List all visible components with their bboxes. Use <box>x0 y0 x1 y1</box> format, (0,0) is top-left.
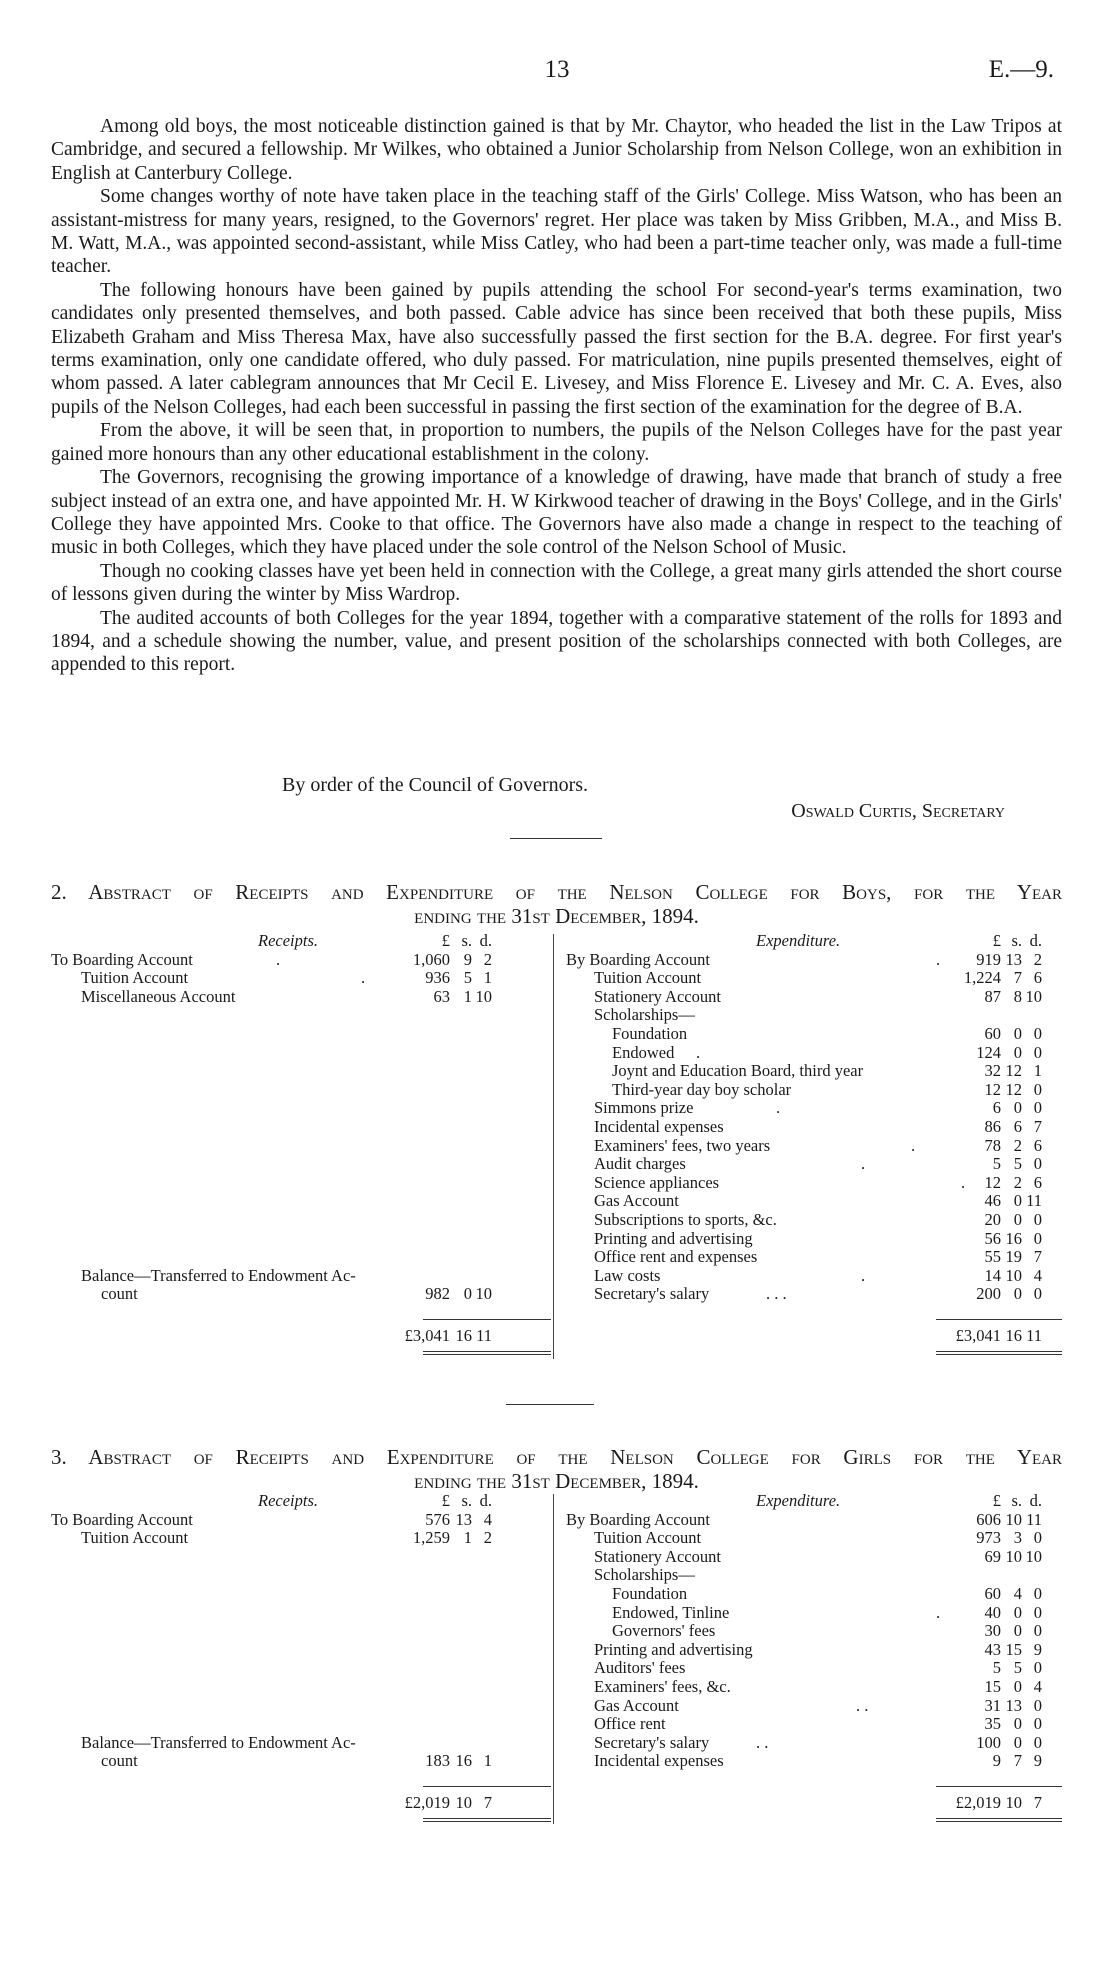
leader-dots: . . <box>756 1732 769 1752</box>
leader-dots: . . <box>856 1695 869 1715</box>
expenditure-amount-pounds: 32 <box>984 1061 1001 1081</box>
expenditure-amount-pence: 0 <box>1033 1528 1042 1548</box>
expenditure-amount-shillings: 0 <box>1013 1042 1022 1062</box>
receipts-total-pence: 11 <box>476 1325 492 1345</box>
expenditure-label: Secretary's salary <box>594 1284 710 1304</box>
leader-dots: . <box>861 1154 866 1174</box>
balance-label-cont: count <box>101 1751 138 1771</box>
expenditure-amount-pounds: 6 <box>992 1098 1001 1118</box>
expenditure-amount-shillings: 16 <box>1005 1228 1022 1248</box>
page-number: 13 <box>544 56 570 83</box>
expenditure-amount-shillings: 0 <box>1013 1024 1022 1043</box>
boys-table-title <box>51 880 1062 928</box>
expenditure-amount-shillings: 13 <box>1005 1695 1022 1715</box>
expenditure-amount-shillings: 15 <box>1005 1639 1022 1659</box>
expenditure-amount-pence: 10 <box>1025 1546 1042 1566</box>
leader-dots: . <box>936 949 941 969</box>
expenditure-label: Scholarships— <box>594 1565 695 1585</box>
leader-dots: . <box>776 1098 781 1118</box>
paragraph: The audited accounts of both Colleges for the year 1894, together with a comparative statement of the rolls for 1893 and 1894, and a schedule showing the number, value, and present position of the scholarships connected with both Colleges, are appended to this report. <box>51 607 1062 676</box>
expenditure-currency-heading-pence: d. <box>1029 931 1042 950</box>
expenditure-label: Joynt and Education Board, third year <box>612 1061 864 1081</box>
paragraph: The following honours have been gained by pupils attending the school For second-year's terms examination, two candidates only presented themselves, and both passed. Cable advice has since been received that both these pupils, Miss Elizabeth Graham and Miss Theresa Max, have also successfully passed the first section for the B.A. degree. For first year's terms examination, only one candidate offered, who duly passed. For matriculation, nine pupils presented themselves, eight of whom passed. A later cablegram announces that Mr Cecil E. Livesey, and Miss Florence E. Livesey and Mr. C. A. Eves, also pupils of the Nelson Colleges, had each been successful in passing the first section of the examination for the degree of B.A. <box>51 279 1062 418</box>
expenditure-amount-pence: 11 <box>1026 1191 1042 1211</box>
expenditure-total-pounds: £2,019 <box>955 1792 1001 1812</box>
receipt-amount-shillings: 1 <box>463 1528 472 1548</box>
receipts-double-rule <box>423 1821 551 1822</box>
paragraph: Among old boys, the most noticeable distinction gained is that by Mr. Chaytor, who headed the list in the Law Tripos at Cambridge, and secured a fellowship. Mr Wilkes, who obtained a Junior Scholarship from Nelson College, won an exhibition in English at Canterbury College. <box>51 116 1062 184</box>
expenditure-amount-pounds: 43 <box>984 1639 1001 1659</box>
expenditure-amount-shillings: 7 <box>1013 1751 1022 1771</box>
expenditure-amount-pence: 0 <box>1033 1024 1042 1043</box>
balance-label: Balance—Transferred to Endowment Ac- <box>81 1732 356 1752</box>
order-line: By order of the Council of Governors. <box>282 774 589 796</box>
boys-title-line2: ending the 31st December, 1894. <box>414 904 699 928</box>
expenditure-amount-shillings: 2 <box>1013 1135 1022 1155</box>
expenditure-amount-pounds: 14 <box>984 1265 1001 1285</box>
expenditure-amount-pounds: 12 <box>984 1079 1001 1099</box>
receipts-currency-heading-pence: d. <box>479 1491 492 1510</box>
expenditure-amount-shillings: 0 <box>1013 1098 1022 1118</box>
expenditure-double-rule <box>936 1818 1062 1819</box>
expenditure-amount-pence: 0 <box>1033 1042 1042 1062</box>
expenditure-amount-pounds: 46 <box>984 1191 1001 1211</box>
expenditure-total-pence: 11 <box>1026 1325 1042 1345</box>
expenditure-amount-pounds: 9 <box>992 1751 1001 1771</box>
expenditure-label: Printing and advertising <box>594 1639 753 1659</box>
receipts-total-pounds: £3,041 <box>404 1325 450 1345</box>
balance-label-cont: count <box>101 1284 138 1304</box>
expenditure-label: Examiners' fees, &c. <box>594 1677 731 1696</box>
signature: Oswald Curtis, Secretary <box>791 800 1005 822</box>
receipt-label: Miscellaneous Account <box>81 986 236 1006</box>
expenditure-double-rule <box>936 1351 1062 1352</box>
expenditure-label: Stationery Account <box>594 986 721 1006</box>
balance-label: Balance—Transferred to Endowment Ac- <box>81 1265 356 1285</box>
receipt-amount-pounds: 576 <box>425 1509 450 1529</box>
receipts-double-rule <box>423 1354 551 1355</box>
expenditure-amount-shillings: 6 <box>1013 1117 1022 1136</box>
balance-amount-pounds: 183 <box>425 1751 450 1771</box>
expenditure-label: Endowed <box>612 1042 675 1062</box>
receipt-amount-pounds: 1,259 <box>412 1528 450 1548</box>
expenditure-amount-pounds: 60 <box>984 1024 1001 1043</box>
expenditure-amount-pence: 4 <box>1033 1265 1042 1285</box>
expenditure-label: Foundation <box>612 1024 688 1043</box>
receipts-total-rule <box>423 1319 551 1320</box>
expenditure-amount-pounds: 40 <box>984 1602 1001 1622</box>
expenditure-amount-pence: 0 <box>1033 1098 1042 1118</box>
expenditure-amount-pounds: 78 <box>984 1135 1001 1155</box>
receipt-amount-pence: 1 <box>483 968 492 988</box>
receipt-amount-shillings: 1 <box>463 986 472 1006</box>
expenditure-heading: Expenditure. <box>756 931 841 950</box>
expenditure-amount-shillings: 5 <box>1013 1154 1022 1174</box>
expenditure-amount-shillings: 4 <box>1013 1584 1022 1603</box>
expenditure-label: Secretary's salary <box>594 1732 710 1752</box>
section-divider <box>510 838 602 839</box>
expenditure-amount-pounds: 5 <box>992 1658 1001 1678</box>
expenditure-label: Incidental expenses <box>594 1751 724 1771</box>
leader-dots: . <box>696 1042 701 1062</box>
receipts-total-shillings: 16 <box>455 1325 472 1345</box>
paragraph: From the above, it will be seen that, in proportion to numbers, the pupils of the Nelson Colleges have for the past year gained more honours than any other educational establishment in the colony. <box>51 420 1062 465</box>
girls-table-title <box>51 1445 1062 1493</box>
expenditure-total-pence: 7 <box>1033 1792 1042 1812</box>
expenditure-amount-shillings: 0 <box>1013 1210 1022 1229</box>
expenditure-amount-pence: 6 <box>1033 968 1042 988</box>
balance-amount-pence: 1 <box>483 1751 492 1771</box>
leader-dots: . <box>276 949 281 969</box>
expenditure-amount-shillings: 0 <box>1013 1714 1022 1734</box>
expenditure-amount-pounds: 606 <box>976 1509 1001 1529</box>
receipt-amount-pounds: 1,060 <box>412 949 450 969</box>
expenditure-amount-pence: 1 <box>1033 1061 1042 1081</box>
expenditure-double-rule <box>936 1821 1062 1822</box>
expenditure-amount-pounds: 60 <box>984 1584 1001 1603</box>
expenditure-amount-pence: 0 <box>1033 1284 1042 1304</box>
expenditure-amount-pounds: 919 <box>976 949 1001 969</box>
expenditure-label: Gas Account <box>594 1191 679 1211</box>
expenditure-amount-pounds: 35 <box>984 1714 1001 1734</box>
expenditure-amount-pounds: 1,224 <box>963 968 1001 988</box>
receipt-label: To Boarding Account <box>51 1509 193 1529</box>
expenditure-amount-pounds: 5 <box>992 1154 1001 1174</box>
expenditure-amount-pence: 7 <box>1033 1117 1042 1136</box>
receipt-amount-pence: 2 <box>483 1528 492 1548</box>
expenditure-amount-pounds: 86 <box>984 1117 1001 1136</box>
expenditure-label: Tuition Account <box>594 1528 702 1548</box>
expenditure-amount-pence: 11 <box>1026 1509 1042 1529</box>
paragraph: Though no cooking classes have yet been held in connection with the College, a great many girls attended the short course of lessons given during the winter by Miss Wardrop. <box>51 560 1062 606</box>
expenditure-amount-pounds: 87 <box>984 986 1001 1006</box>
receipts-currency-heading-pounds: £ <box>441 1491 450 1510</box>
receipts-heading: Receipts. <box>258 931 319 950</box>
expenditure-label: Third-year day boy scholar <box>612 1079 792 1099</box>
expenditure-label: Tuition Account <box>594 968 702 988</box>
balance-amount-shillings: 0 <box>463 1284 472 1304</box>
section-divider <box>506 1404 594 1405</box>
receipt-label: Tuition Account <box>81 1528 189 1548</box>
paragraph: The Governors, recognising the growing importance of a knowledge of drawing, have made that branch of study a free subject instead of an extra one, and have appointed Mr. H. W Kirkwood teacher of drawing in the Boys' College, and in the Girls' College they have appointed Mrs. Cooke to that office. The Governors have also made a change in respect to the teaching of music in both Colleges, which they have placed under the sole control of the Nelson School of Music. <box>51 467 1062 559</box>
expenditure-amount-pence: 0 <box>1033 1602 1042 1622</box>
expenditure-amount-pence: 10 <box>1025 986 1042 1006</box>
balance-amount-pence: 10 <box>475 1284 492 1304</box>
expenditure-currency-heading-pounds: £ <box>992 931 1001 950</box>
expenditure-currency-heading-shillings: s. <box>1011 1491 1022 1510</box>
receipt-amount-shillings: 5 <box>463 968 472 988</box>
receipts-heading: Receipts. <box>258 1491 319 1510</box>
expenditure-amount-pounds: 200 <box>976 1284 1001 1304</box>
expenditure-amount-pounds: 100 <box>976 1732 1001 1752</box>
receipt-label: To Boarding Account <box>51 949 193 969</box>
boys-title-line1: 2. Abstract of Receipts and Expenditure of the Nelson College for Boys, for the Year <box>51 880 1062 904</box>
document-reference: E.—9. <box>988 56 1054 83</box>
receipts-currency-heading-shillings: s. <box>461 931 472 950</box>
expenditure-total-shillings: 10 <box>1005 1792 1022 1812</box>
receipt-amount-pounds: 936 <box>425 968 450 988</box>
expenditure-amount-shillings: 10 <box>1005 1546 1022 1566</box>
expenditure-label: Printing and advertising <box>594 1228 753 1248</box>
receipt-amount-pence: 4 <box>483 1509 492 1529</box>
expenditure-label: Subscriptions to sports, &c. <box>594 1210 777 1229</box>
receipts-total-pounds: £2,019 <box>404 1792 450 1812</box>
expenditure-amount-pounds: 55 <box>984 1247 1001 1267</box>
receipts-currency-heading-pence: d. <box>479 931 492 950</box>
expenditure-amount-shillings: 0 <box>1013 1732 1022 1752</box>
receipts-total-shillings: 10 <box>455 1792 472 1812</box>
expenditure-amount-pence: 2 <box>1033 949 1042 969</box>
expenditure-amount-pounds: 30 <box>984 1621 1001 1641</box>
expenditure-amount-shillings: 13 <box>1005 949 1022 969</box>
girls-title-line1: 3. Abstract of Receipts and Expenditure of the Nelson College for Girls for the Year <box>51 1445 1062 1469</box>
expenditure-amount-shillings: 7 <box>1013 968 1022 988</box>
expenditure-amount-pence: 0 <box>1033 1154 1042 1174</box>
girls-title-line2: ending the 31st December, 1894. <box>414 1469 699 1493</box>
expenditure-amount-pounds: 15 <box>984 1677 1001 1696</box>
expenditure-amount-pence: 0 <box>1033 1621 1042 1641</box>
expenditure-amount-pounds: 31 <box>984 1695 1001 1715</box>
expenditure-amount-shillings: 0 <box>1013 1677 1022 1696</box>
expenditure-amount-pence: 0 <box>1033 1714 1042 1734</box>
expenditure-total-pounds: £3,041 <box>955 1325 1001 1345</box>
balance-amount-shillings: 16 <box>455 1751 472 1771</box>
expenditure-amount-shillings: 10 <box>1005 1509 1022 1529</box>
receipts-currency-heading-pounds: £ <box>441 931 450 950</box>
expenditure-amount-shillings: 8 <box>1013 986 1022 1006</box>
expenditure-amount-pence: 0 <box>1033 1732 1042 1752</box>
leader-dots: . <box>961 1172 966 1192</box>
expenditure-amount-shillings: 3 <box>1013 1528 1022 1548</box>
expenditure-amount-shillings: 12 <box>1005 1079 1022 1099</box>
expenditure-amount-shillings: 0 <box>1013 1284 1022 1304</box>
leader-dots: . <box>361 968 366 988</box>
receipts-double-rule <box>423 1818 551 1819</box>
expenditure-amount-pounds: 56 <box>984 1228 1001 1248</box>
expenditure-amount-pounds: 973 <box>976 1528 1001 1548</box>
expenditure-label: Gas Account <box>594 1695 679 1715</box>
expenditure-label: Office rent <box>594 1714 666 1734</box>
expenditure-label: Science appliances <box>594 1172 720 1192</box>
expenditure-label: By Boarding Account <box>566 949 710 969</box>
expenditure-amount-pounds: 124 <box>976 1042 1001 1062</box>
paragraph: Some changes worthy of note have taken place in the teaching staff of the Girls' College. Miss Watson, who has been an assistant-mistress for many years, resigned, to the Governors' regret. Her place was taken by Miss Gribben, M.A., and Miss B. M. Watt, M.A., was appointed second-assistant, while Miss Catley, who had been a part-time teacher only, was made a full-time teacher. <box>51 186 1062 278</box>
expenditure-label: Incidental expenses <box>594 1117 724 1136</box>
expenditure-double-rule <box>936 1354 1062 1355</box>
expenditure-label: Law costs <box>594 1265 661 1285</box>
expenditure-heading: Expenditure. <box>756 1491 841 1510</box>
receipt-amount-pence: 10 <box>475 986 492 1006</box>
expenditure-label: Governors' fees <box>612 1621 716 1641</box>
expenditure-amount-shillings: 10 <box>1005 1265 1022 1285</box>
leader-dots: . <box>936 1602 941 1622</box>
expenditure-label: Simmons prize <box>594 1098 694 1118</box>
receipt-amount-shillings: 9 <box>463 949 472 969</box>
expenditure-amount-shillings: 12 <box>1005 1061 1022 1081</box>
receipts-currency-heading-shillings: s. <box>461 1491 472 1510</box>
expenditure-label: Scholarships— <box>594 1005 695 1025</box>
expenditure-amount-pence: 0 <box>1033 1695 1042 1715</box>
expenditure-amount-shillings: 19 <box>1005 1247 1022 1267</box>
receipt-amount-shillings: 13 <box>455 1509 472 1529</box>
expenditure-amount-pounds: 69 <box>984 1546 1001 1566</box>
expenditure-currency-heading-shillings: s. <box>1011 931 1022 950</box>
expenditure-amount-pence: 9 <box>1033 1751 1042 1771</box>
expenditure-label: Office rent and expenses <box>594 1247 758 1267</box>
expenditure-amount-pence: 0 <box>1033 1584 1042 1603</box>
expenditure-amount-pence: 0 <box>1033 1210 1042 1229</box>
girls-accounts-table <box>51 1492 1062 1832</box>
expenditure-total-rule <box>936 1786 1062 1787</box>
boys-accounts-table <box>51 932 1062 1372</box>
expenditure-amount-pence: 6 <box>1033 1172 1042 1192</box>
leader-dots: . <box>911 1135 916 1155</box>
expenditure-label: Audit charges <box>594 1154 686 1174</box>
receipt-label: Tuition Account <box>81 968 189 988</box>
expenditure-amount-pounds: 20 <box>984 1210 1001 1229</box>
expenditure-label: By Boarding Account <box>566 1509 710 1529</box>
expenditure-currency-heading-pounds: £ <box>992 1491 1001 1510</box>
expenditure-amount-pounds: 12 <box>984 1172 1001 1192</box>
leader-dots: . <box>861 1265 866 1285</box>
expenditure-amount-pence: 0 <box>1033 1079 1042 1099</box>
expenditure-amount-shillings: 2 <box>1013 1172 1022 1192</box>
expenditure-amount-shillings: 0 <box>1013 1191 1022 1211</box>
receipts-double-rule <box>423 1351 551 1352</box>
expenditure-amount-pence: 9 <box>1033 1639 1042 1659</box>
balance-amount-pounds: 982 <box>425 1284 450 1304</box>
expenditure-total-shillings: 16 <box>1005 1325 1022 1345</box>
receipts-total-rule <box>423 1786 551 1787</box>
expenditure-label: Auditors' fees <box>594 1658 686 1678</box>
column-divider <box>553 934 554 1359</box>
receipts-total-pence: 7 <box>483 1792 492 1812</box>
leader-dots: . . . <box>766 1284 787 1304</box>
expenditure-amount-pence: 6 <box>1033 1135 1042 1155</box>
expenditure-amount-pence: 4 <box>1033 1677 1042 1696</box>
expenditure-currency-heading-pence: d. <box>1029 1491 1042 1510</box>
expenditure-label: Foundation <box>612 1584 688 1603</box>
expenditure-amount-shillings: 0 <box>1013 1621 1022 1641</box>
expenditure-amount-shillings: 0 <box>1013 1602 1022 1622</box>
report-body <box>51 115 1062 677</box>
expenditure-label: Stationery Account <box>594 1546 721 1566</box>
receipt-amount-pounds: 63 <box>433 986 450 1006</box>
expenditure-label: Endowed, Tinline <box>612 1602 730 1622</box>
expenditure-total-rule <box>936 1319 1062 1320</box>
expenditure-amount-shillings: 5 <box>1013 1658 1022 1678</box>
expenditure-label: Examiners' fees, two years <box>594 1135 771 1155</box>
expenditure-amount-pence: 0 <box>1033 1658 1042 1678</box>
column-divider <box>553 1494 554 1824</box>
expenditure-amount-pence: 0 <box>1033 1228 1042 1248</box>
expenditure-amount-pence: 7 <box>1033 1247 1042 1267</box>
receipt-amount-pence: 2 <box>483 949 492 969</box>
